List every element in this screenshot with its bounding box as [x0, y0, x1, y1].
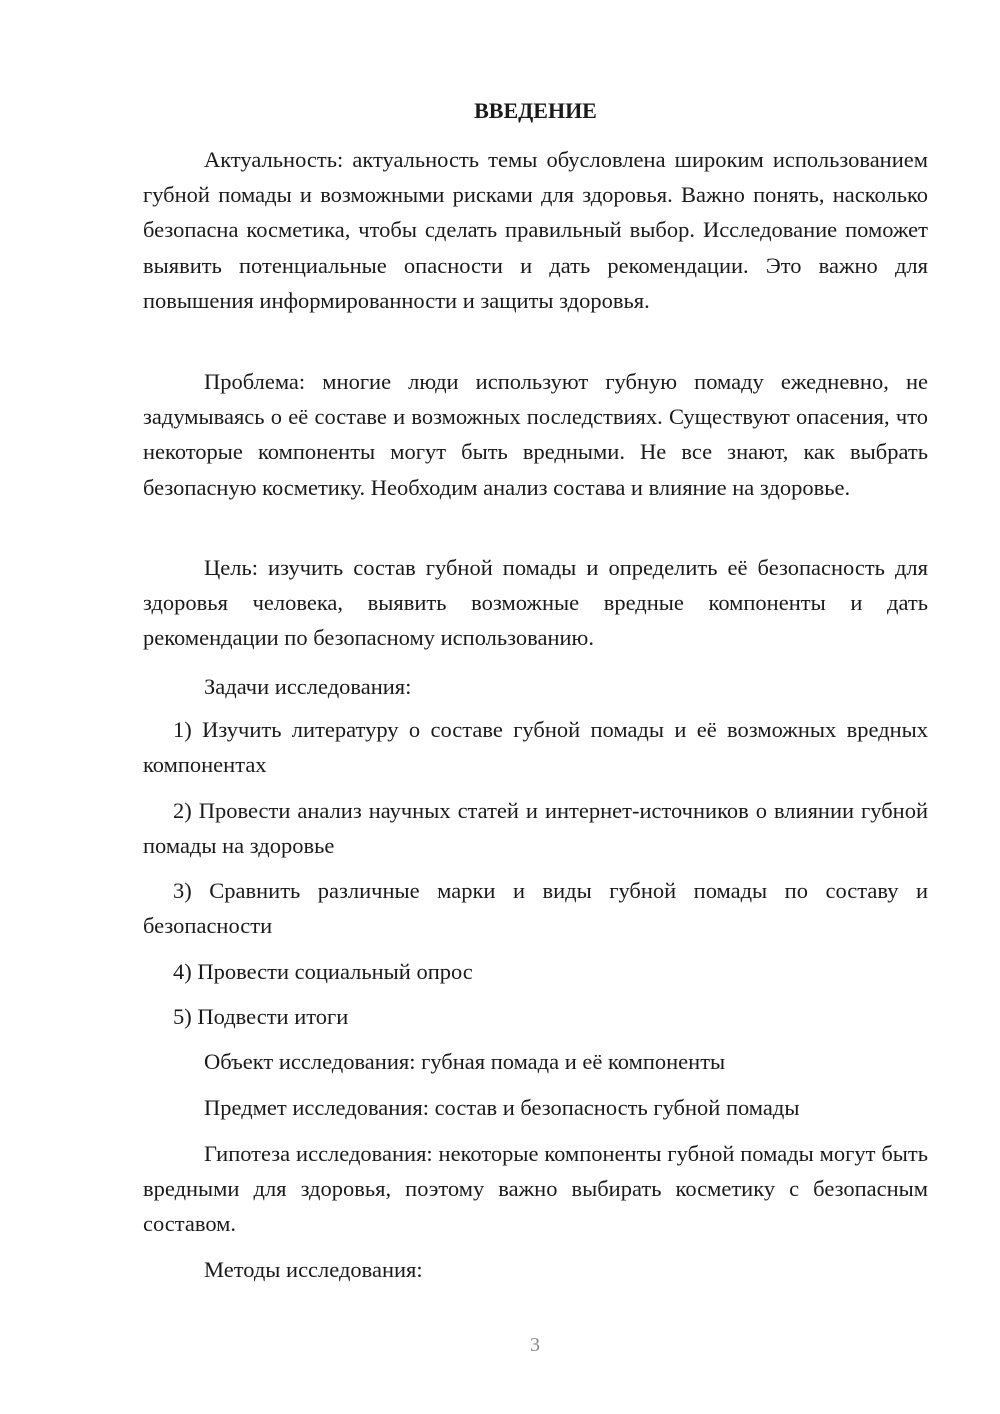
section-title: ВВЕДЕНИЕ — [474, 98, 597, 123]
paragraph-relevance: Актуальность: актуальность темы обусловлена широким использованием губной помады и возможными рисками для здоровья. Важно понять, насколько безопасна косметика, чтобы сделать правильный выбор. Исследование поможет выявить потенциальные опасности и дать рекомендации. Это важно для повышения информированности и защиты здоровья. — [143, 147, 928, 313]
task-item-2: 2) Провести анализ научных статей и интернет-источников о влиянии губной помады на здоровье — [143, 798, 928, 859]
methods-heading: Методы исследования: — [204, 1257, 423, 1282]
task-item-1: 1) Изучить литературу о составе губной помады и её возможных вредных компонентах — [143, 717, 928, 778]
paragraph-goal: Цель: изучить состав губной помады и определить её безопасность для здоровья человека, выявить возможные вредные компоненты и дать рекомендации по безопасному использованию. — [143, 555, 928, 651]
tasks-heading: Задачи исследования: — [204, 674, 412, 699]
task-item-4: 4) Провести социальный опрос — [173, 959, 473, 984]
research-object: Объект исследования: губная помада и её компоненты — [204, 1049, 726, 1074]
paragraph-problem: Проблема: многие люди используют губную помаду ежедневно, не задумываясь о её составе и возможных последствиях. Существуют опасения, что некоторые компоненты могут быть вредными. Не все знают, как выбрать безопасную косметику. Необходим анализ состава и влияние на здоровье. — [143, 369, 928, 500]
task-item-5: 5) Подвести итоги — [173, 1004, 349, 1029]
page-number: 3 — [530, 1334, 540, 1356]
research-subject: Предмет исследования: состав и безопасность губной помады — [204, 1095, 800, 1120]
task-item-3: 3) Сравнить различные марки и виды губной помады по составу и безопасности — [143, 878, 928, 939]
research-hypothesis: Гипотеза исследования: некоторые компоненты губной помады могут быть вредными для здоровья, поэтому важно выбирать косметику с безопасным составом. — [143, 1141, 928, 1237]
